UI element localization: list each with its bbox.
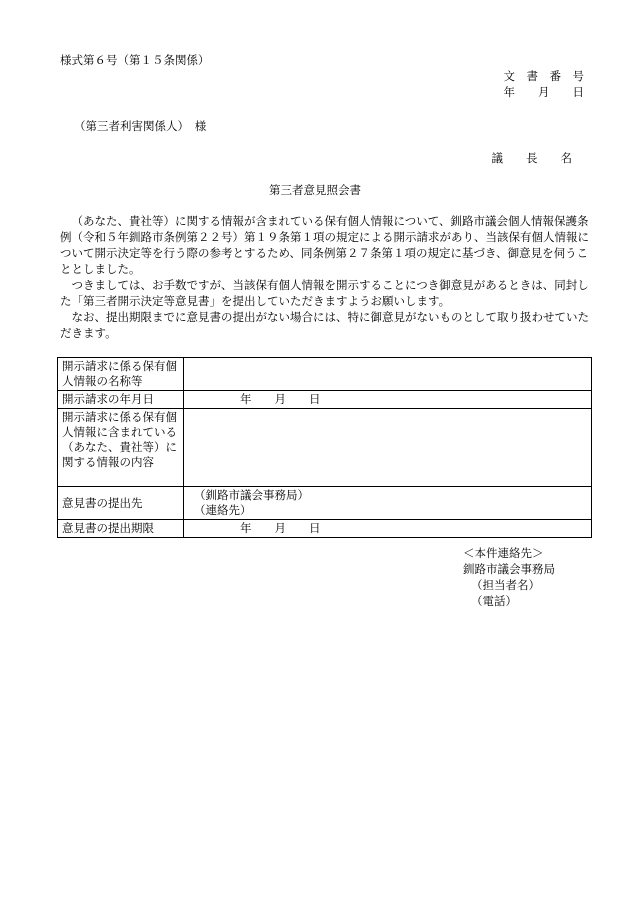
row-label: 意見書の提出期限 bbox=[58, 520, 184, 538]
document-number-label: 文 書 番 号 bbox=[503, 69, 584, 83]
contact-heading: ＜本件連絡先＞ bbox=[463, 546, 544, 560]
body-paragraph: つきましては、お手数ですが、当該保有個人情報を開示することにつき御意見があるときは、同封した「第三者開示決定等意見書」を提出していただきますようお願いします。 bbox=[60, 278, 589, 308]
date-label: 年 月 日 bbox=[503, 85, 584, 99]
table-row bbox=[58, 487, 592, 520]
row-label: 意見書の提出先 bbox=[58, 487, 184, 520]
row-label: 開示請求に係る保有個人情報に含まれている（あなた、貴社等）に関する情報の内容 bbox=[58, 409, 184, 487]
table-row bbox=[58, 520, 592, 538]
row-value bbox=[184, 487, 592, 520]
document-title: 第三者意見照会書 bbox=[269, 183, 361, 197]
info-table bbox=[57, 357, 592, 538]
table-row bbox=[58, 358, 592, 391]
contact-block bbox=[463, 545, 555, 609]
row-value: 年 月 日 bbox=[184, 391, 592, 409]
body-paragraph: （あなた、貴社等）に関する情報が含まれている保有個人情報について、釧路市議会個人情報保護条例（令和５年釧路市条例第２２号）第１９条第１項の規定による開示請求があり、当該保有個人情報について開示決定等を行う際の参考とするため、同条例第２７条第１項の規定に基づき、御意見を伺うこととしました。 bbox=[60, 214, 589, 276]
chairman-name: 議 長 名 bbox=[491, 151, 572, 165]
contact-office: 釧路市議会事務局 bbox=[463, 562, 555, 576]
table-row bbox=[58, 409, 592, 487]
row-value bbox=[184, 409, 592, 487]
submission-contact: （連絡先） bbox=[194, 503, 252, 517]
body-paragraph: なお、提出期限までに意見書の提出がない場合には、特に御意見がないものとして取り扱わせていただきます。 bbox=[60, 310, 589, 340]
row-label: 開示請求に係る保有個人情報の名称等 bbox=[58, 358, 184, 391]
addressee: （第三者利害関係人） 様 bbox=[74, 119, 207, 133]
row-value: 年 月 日 bbox=[184, 520, 592, 538]
table-row bbox=[58, 391, 592, 409]
row-label: 開示請求の年月日 bbox=[58, 391, 184, 409]
contact-person: （担当者名） bbox=[471, 578, 540, 592]
submission-office: （釧路市議会事務局） bbox=[194, 488, 309, 502]
body-text bbox=[60, 213, 590, 341]
contact-phone: （電話） bbox=[471, 594, 517, 608]
form-number: 様式第６号（第１５条関係） bbox=[60, 53, 210, 67]
row-value bbox=[184, 358, 592, 391]
